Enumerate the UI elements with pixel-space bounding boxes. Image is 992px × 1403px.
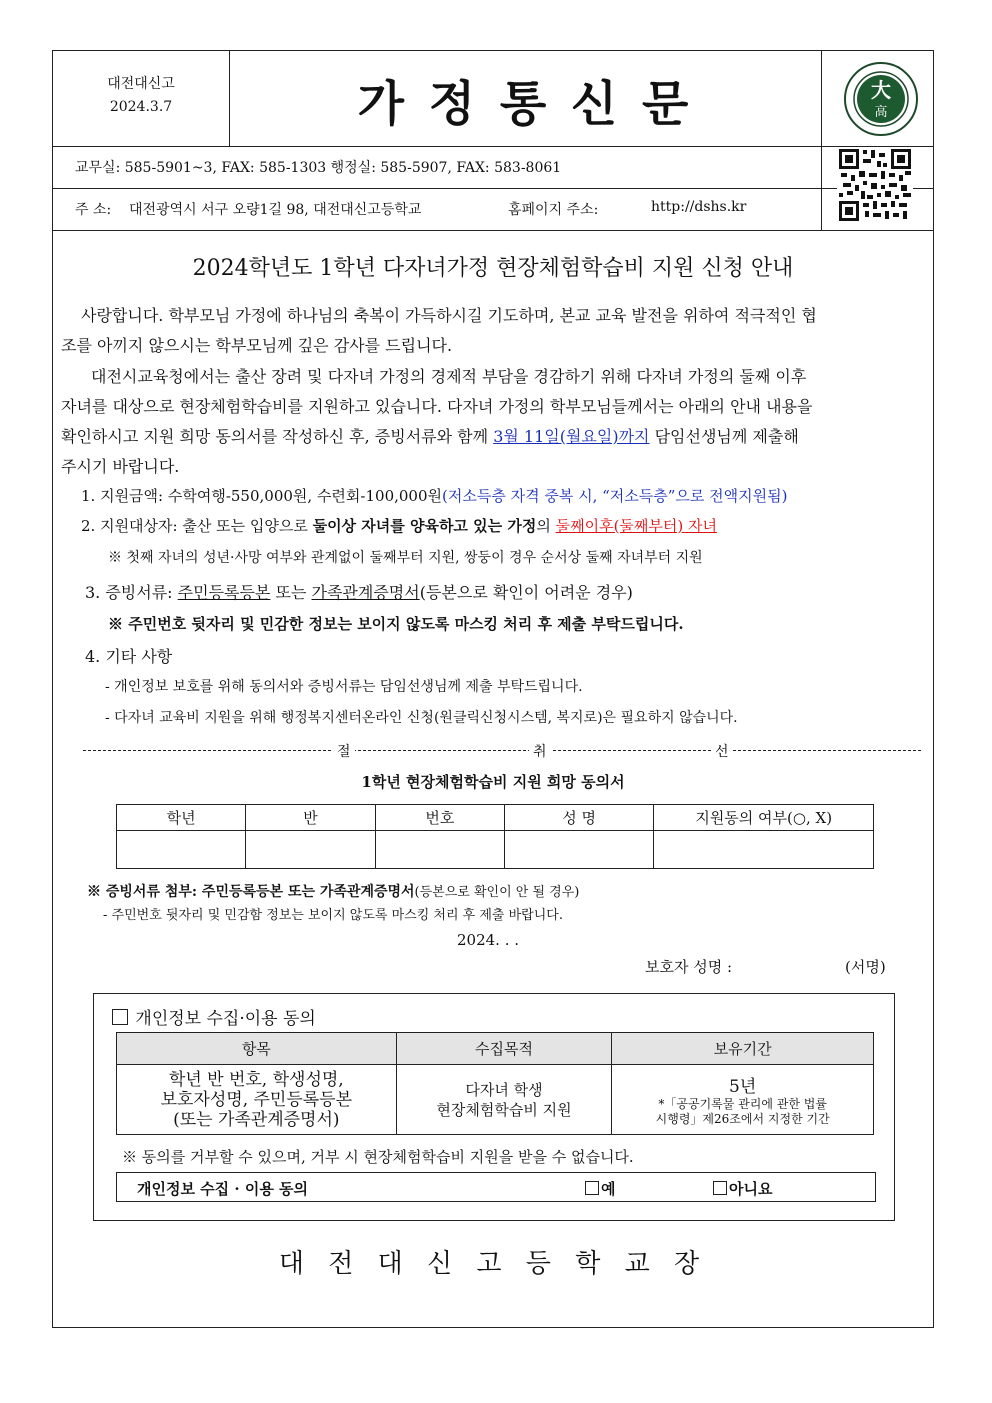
header-contact-row — [53, 147, 933, 189]
item-3-doc2: 가족관계증명서 — [311, 583, 420, 602]
main-title: 2024학년도 1학년 다자녀가정 현장체험학습비 지원 신청 안내 — [192, 256, 794, 281]
guardian-name-label: 보호자 성명 : — [645, 958, 733, 976]
form-header-consent: 지원동의 여부(○, X) — [654, 805, 874, 831]
intro-p2-line4: 주시기 바랍니다. — [61, 457, 180, 476]
school-logo-icon — [843, 61, 919, 137]
principal-signature: 대 전 대 신 고 등 학 교 장 — [278, 1249, 708, 1279]
item-2-mid: 의 — [536, 517, 556, 535]
privacy-box — [93, 993, 895, 1221]
item-3-doc1: 주민등록등본 — [177, 583, 271, 602]
privacy-title-checkbox[interactable] — [112, 1009, 128, 1025]
header-address-row — [53, 189, 933, 231]
contact-info: 교무실: 585-5901~3, FAX: 585-1303 행정실: 585-5907, FAX: 583-8061 — [75, 160, 562, 176]
privacy-period: 5년 — [729, 1077, 757, 1097]
homepage-label: 홈페이지 주소: — [508, 202, 599, 218]
privacy-item-line1: 학년 반 번호, 학생성명, — [168, 1069, 344, 1090]
item-2-note: ※ 첫째 자녀의 성년·사망 여부와 관계없이 둘째부터 지원, 쌍둥이 경우 순서상 둘째 자녀부터 지원 — [108, 550, 703, 566]
school-short-name: 대전대신고 — [107, 76, 175, 92]
privacy-header-purpose: 수집목적 — [396, 1033, 612, 1065]
intro-p2-line1: 대전시교육청에서는 출산 장려 및 다자녀 가정의 경제적 부담을 경감하기 위해 다자녀 가정의 둘째 이후 — [91, 367, 807, 386]
cut-char-3: 선 — [711, 741, 733, 761]
item-3-text: 3. 증빙서류: — [85, 583, 178, 602]
item-1 — [81, 485, 787, 506]
homepage-link[interactable]: http://dshs.kr — [651, 199, 747, 215]
privacy-item-line3: (또는 가족관계증명서) — [173, 1109, 340, 1130]
form-header-name: 성 명 — [504, 805, 653, 831]
intro-p1-line2: 조를 아끼지 않으시는 학부모님께 깊은 감사를 드립니다. — [61, 336, 453, 355]
cut-char-1: 절 — [333, 741, 355, 761]
privacy-title-row — [112, 1004, 316, 1029]
consent-no-label: 아니요 — [729, 1180, 773, 1198]
item-3-note: ※ 주민번호 뒷자리 및 민감한 정보는 보이지 않도록 마스킹 처리 후 제출 부탁드립니다. — [108, 615, 684, 633]
intro-p2-line3 — [61, 422, 799, 452]
intro-p2-line2: 자녀를 대상으로 현장체험학습비를 지원하고 있습니다. 다자녀 가정의 학부모님들께서는 아래의 안내 내용을 — [61, 397, 813, 416]
privacy-title: 개인정보 수집·이용 동의 — [135, 1009, 316, 1029]
privacy-purpose-line2: 현장체험학습비 지원 — [436, 1100, 572, 1119]
form-input-class[interactable] — [246, 831, 375, 869]
cut-char-2: 취 — [529, 741, 551, 761]
logo-char: 大 — [871, 78, 891, 102]
consent-yes-checkbox[interactable] — [585, 1181, 599, 1195]
item-4: 4. 기타 사항 — [85, 647, 173, 666]
document-frame — [52, 50, 934, 1328]
issue-date: 2024.3.7 — [109, 99, 173, 115]
address-label: 주 소: — [75, 202, 112, 218]
item-2 — [81, 515, 717, 536]
form-input-grade[interactable] — [117, 831, 246, 869]
privacy-purpose-cell — [396, 1065, 612, 1135]
privacy-period-note-2: 시행령」제26조에서 지정한 기간 — [655, 1112, 830, 1126]
cut-line — [83, 741, 921, 759]
consent-no-option[interactable] — [713, 1178, 772, 1199]
privacy-purpose-line1: 다자녀 학생 — [465, 1080, 543, 1099]
form-input-consent[interactable] — [654, 831, 874, 869]
privacy-refuse-note: ※ 동의를 거부할 수 있으며, 거부 시 현장체험학습비 지원을 받을 수 없습니다. — [122, 1148, 634, 1166]
consent-yes-label: 예 — [601, 1180, 616, 1198]
form-note-1-bold: ※ 증빙서류 첨부: 주민등록등본 또는 가족관계증명서 — [87, 884, 415, 900]
privacy-period-note-1: *「공공기록물 관리에 관한 법률 — [658, 1097, 827, 1111]
privacy-consent-row — [116, 1172, 876, 1202]
item-4-a: - 개인정보 보호를 위해 동의서와 증빙서류는 담임선생님께 제출 부탁드립니다. — [105, 679, 583, 695]
logo-sub-char: 高 — [874, 105, 888, 120]
privacy-period-cell — [612, 1065, 874, 1135]
privacy-header-item: 항목 — [117, 1033, 397, 1065]
item-3 — [85, 580, 633, 603]
consent-no-checkbox[interactable] — [713, 1181, 727, 1195]
item-3-or: 또는 — [270, 583, 312, 602]
form-header-number: 번호 — [375, 805, 504, 831]
intro-p2-line3-pre: 확인하시고 지원 희망 동의서를 작성하신 후, 증빙서류와 함께 — [61, 427, 494, 446]
form-date: 2024. . . — [457, 931, 520, 949]
qr-code-icon — [837, 147, 913, 223]
form-input-name[interactable] — [504, 831, 653, 869]
item-1-note: (저소득층 자격 중복 시, “저소득층”으로 전액지원됨) — [442, 487, 788, 505]
form-table — [116, 804, 874, 869]
header-top-row — [53, 51, 933, 147]
privacy-header-period: 보유기간 — [612, 1033, 874, 1065]
form-note-1-rest: (등본으로 확인이 안 될 경우) — [414, 885, 580, 900]
form-header-class: 반 — [246, 805, 375, 831]
item-4-b: - 다자녀 교육비 지원을 위해 행정복지센터온라인 신청(원클릭신청시스템, 복지로)은 필요하지 않습니다. — [105, 710, 738, 726]
consent-yes-option[interactable] — [585, 1178, 616, 1199]
privacy-item-cell — [117, 1065, 397, 1135]
item-2-bold: 둘이상 자녀를 양육하고 있는 가정 — [312, 517, 537, 535]
privacy-consent-label: 개인정보 수집 · 이용 동의 — [137, 1180, 309, 1198]
intro-p2-line3-post: 담임선생님께 제출해 — [649, 427, 799, 446]
form-input-number[interactable] — [375, 831, 504, 869]
doc-title: 가 정 통 신 문 — [357, 76, 693, 132]
form-title: 1학년 현장체험학습비 지원 희망 동의서 — [361, 773, 625, 791]
address: 대전광역시 서구 오량1길 98, 대전대신고등학교 — [129, 202, 422, 218]
form-note-1 — [87, 881, 579, 901]
item-2-target: 둘째이후(둘째부터) 자녀 — [555, 517, 717, 535]
intro-p1-line1: 사랑합니다. 학부모님 가정에 하나님의 축복이 가득하시길 기도하며, 본교 교육 발전을 위하여 적극적인 협 — [81, 306, 817, 325]
item-3-post: (등본으로 확인이 어려운 경우) — [419, 583, 633, 602]
item-1-text: 1. 지원금액: 수학여행-550,000원, 수련회-100,000원 — [81, 487, 443, 505]
form-header-grade: 학년 — [117, 805, 246, 831]
signature-label: (서명) — [845, 958, 886, 976]
form-note-2: - 주민번호 뒷자리 및 민감함 정보는 보이지 않도록 마스킹 처리 후 제출 바랍니다. — [103, 908, 563, 923]
privacy-item-line2: 보호자성명, 주민등록등본 — [160, 1089, 353, 1110]
item-2-text: 2. 지원대상자: 출산 또는 입양으로 — [81, 517, 313, 535]
privacy-table — [116, 1032, 874, 1135]
deadline: 3월 11일(월요일)까지 — [493, 427, 650, 446]
